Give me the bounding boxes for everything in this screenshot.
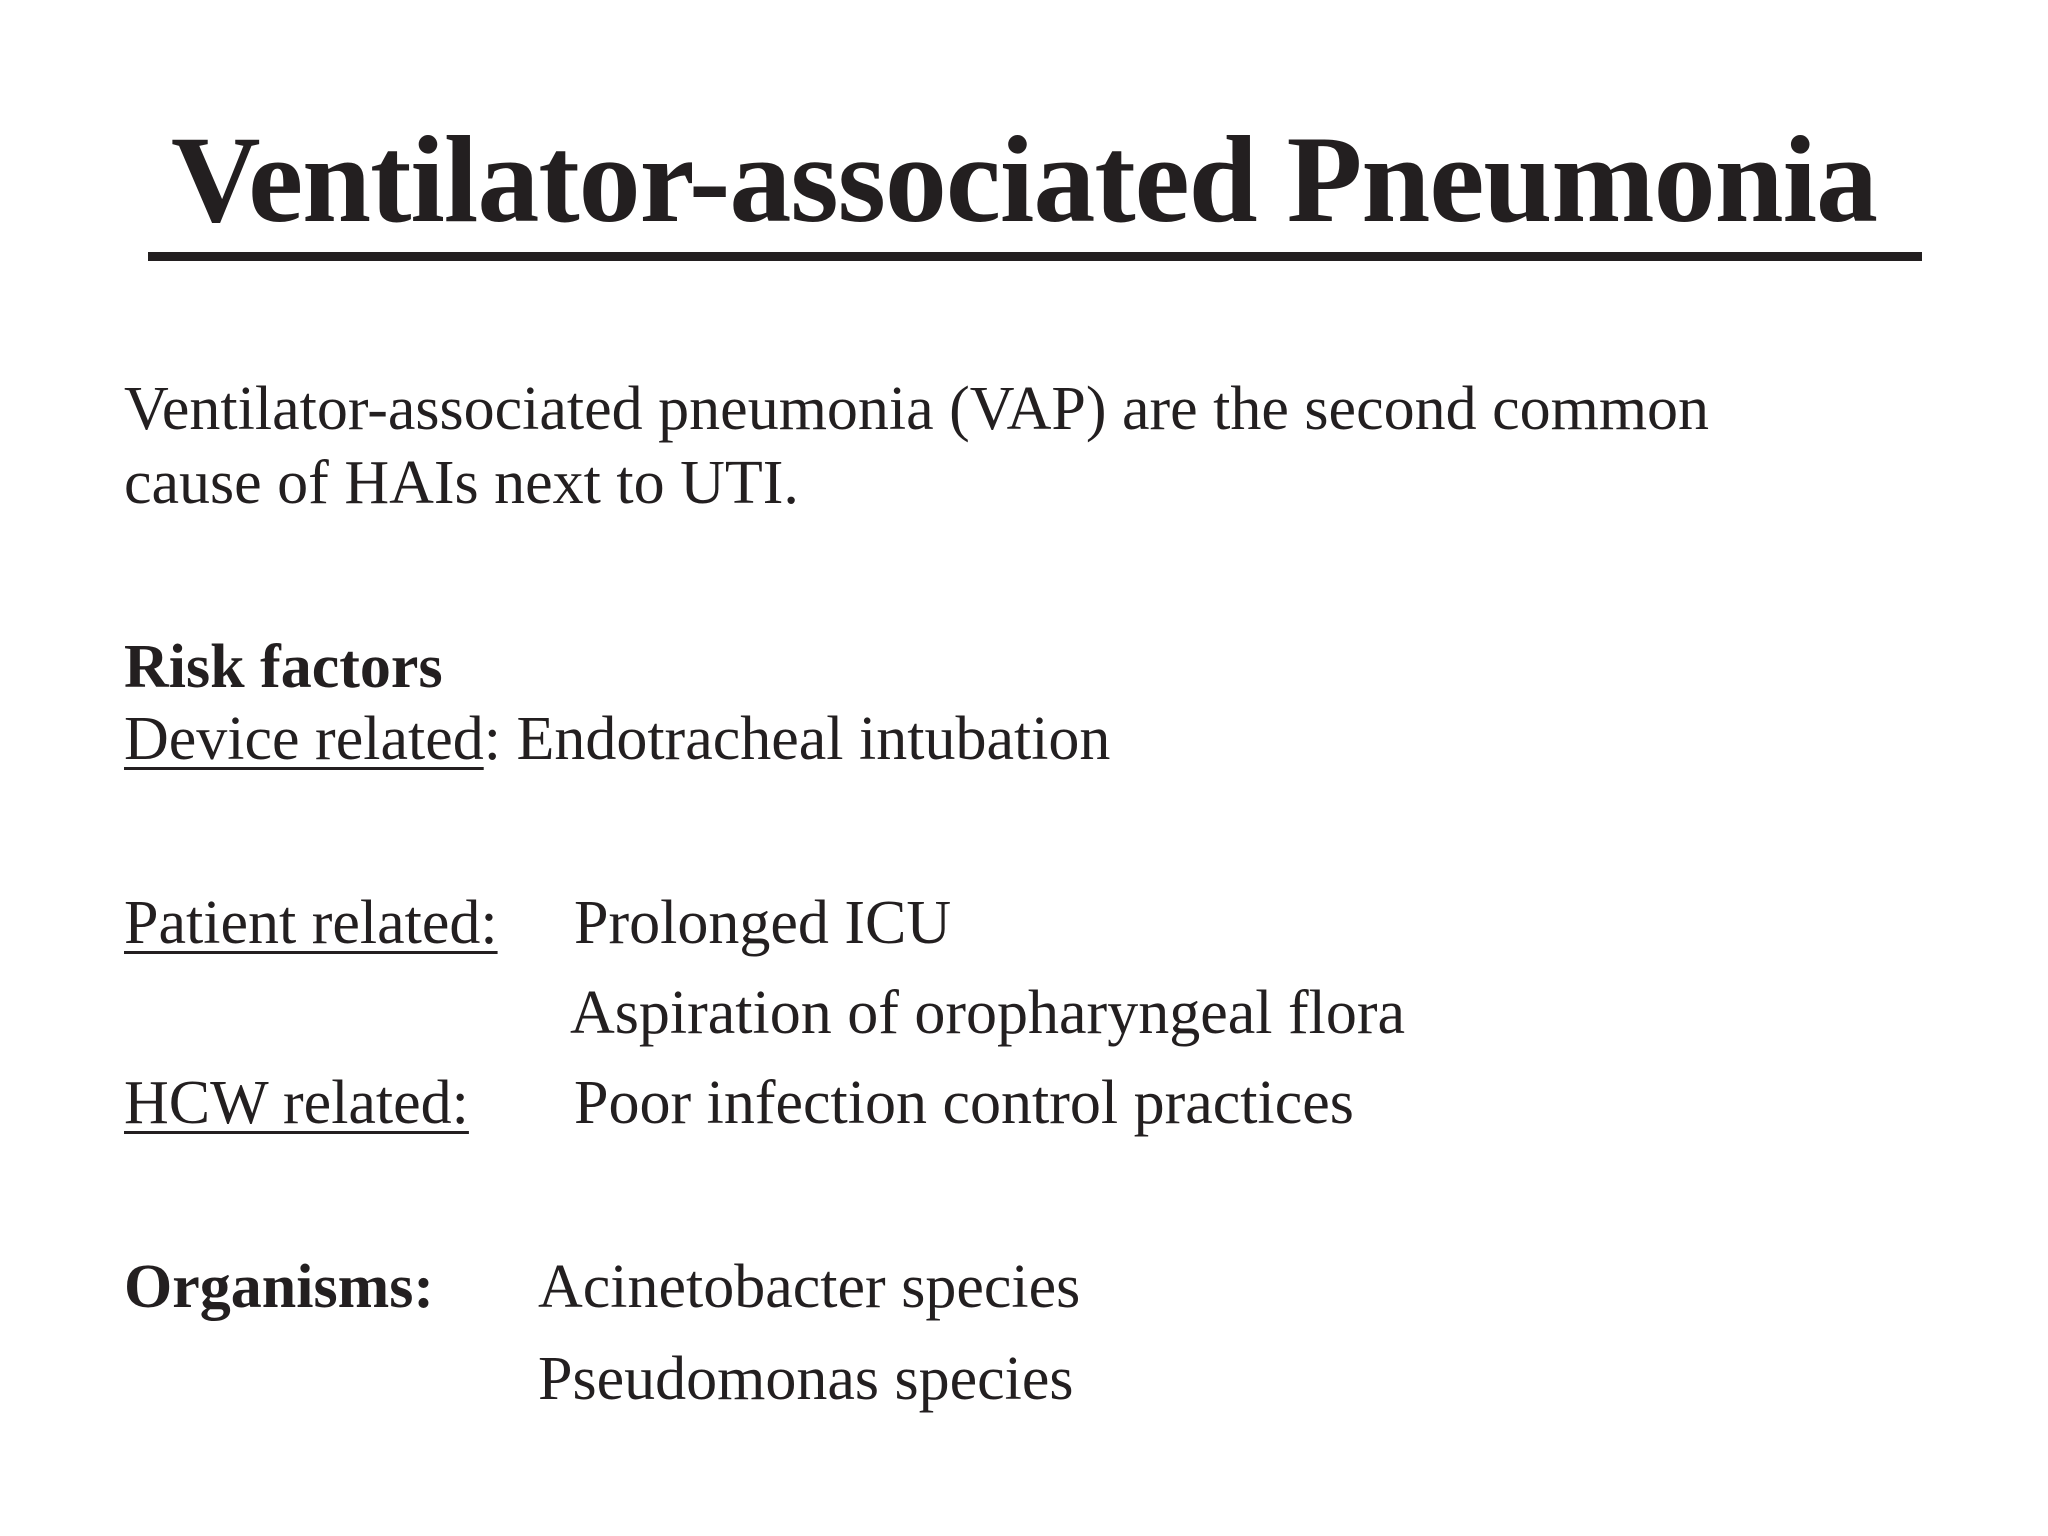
organism-item-1: Acinetobacter species: [538, 1253, 1081, 1321]
device-related-value: Endotracheal intubation: [500, 705, 1111, 773]
slide-title: Ventilator-associated Pneumonia: [170, 111, 1878, 248]
organisms-label: Organisms:: [124, 1253, 434, 1321]
patient-related-value-2: Aspiration of oropharyngeal flora: [570, 979, 1406, 1047]
intro-line-1: Ventilator-associated pneumonia (VAP) are the second common: [124, 375, 1710, 443]
patient-related-value-1: Prolonged ICU: [574, 889, 952, 957]
device-related-row: [124, 705, 1111, 773]
device-related-separator: :: [483, 705, 501, 773]
hcw-related-label: HCW related:: [124, 1069, 469, 1137]
risk-factors-heading: Risk factors: [124, 633, 443, 701]
patient-related-label: Patient related:: [124, 889, 498, 957]
organism-item-2: Pseudomonas species: [538, 1345, 1074, 1413]
title-underline: [148, 252, 1922, 261]
hcw-related-value: Poor infection control practices: [574, 1069, 1354, 1137]
intro-line-2: cause of HAIs next to UTI.: [124, 449, 799, 517]
device-related-label: Device related: [124, 705, 484, 773]
